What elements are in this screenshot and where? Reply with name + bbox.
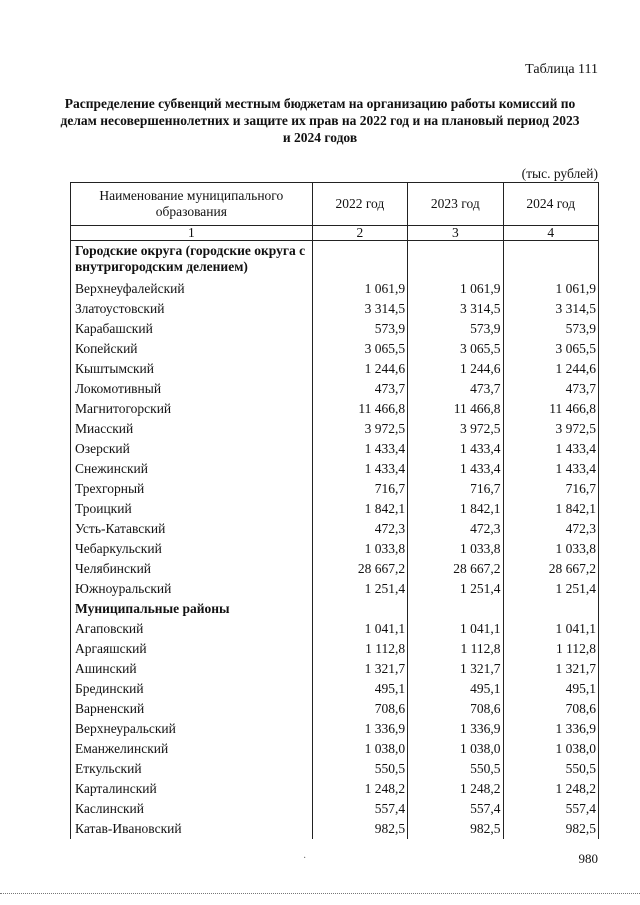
table-row — [71, 479, 599, 499]
subvention-table — [70, 182, 599, 839]
table-header — [71, 183, 599, 241]
value-2024: 1 112,8 — [503, 639, 598, 659]
value-2023: 1 244,6 — [408, 359, 503, 379]
value-2022: 1 251,4 — [312, 579, 407, 599]
value-2023: 1 842,1 — [408, 499, 503, 519]
value-2023: 1 041,1 — [408, 619, 503, 639]
value-2023: 1 321,7 — [408, 659, 503, 679]
header-row — [71, 183, 599, 226]
value-2022: 1 033,8 — [312, 539, 407, 559]
municipality-name: Чебаркульский — [71, 539, 313, 559]
table-row — [71, 659, 599, 679]
value-2024: 1 321,7 — [503, 659, 598, 679]
section-header-row — [71, 599, 599, 619]
value-2022: 1 433,4 — [312, 459, 407, 479]
value-2023: 1 336,9 — [408, 719, 503, 739]
value-2022: 3 972,5 — [312, 419, 407, 439]
table-row — [71, 419, 599, 439]
table-row — [71, 799, 599, 819]
value-2024: 3 314,5 — [503, 299, 598, 319]
value-2024: 3 065,5 — [503, 339, 598, 359]
table-row — [71, 639, 599, 659]
value-2022: 1 433,4 — [312, 439, 407, 459]
column-number: 4 — [503, 226, 598, 241]
table-row — [71, 619, 599, 639]
table-row — [71, 739, 599, 759]
value-2022: 982,5 — [312, 819, 407, 839]
empty-cell — [503, 241, 598, 280]
municipality-name: Верхнеуфалейский — [71, 279, 313, 299]
section-title: Городские округа (городские округа с внутригородским делением) — [71, 241, 313, 280]
value-2024: 1 041,1 — [503, 619, 598, 639]
municipality-name: Локомотивный — [71, 379, 313, 399]
table-row — [71, 519, 599, 539]
value-2023: 1 251,4 — [408, 579, 503, 599]
column-number: 1 — [71, 226, 313, 241]
empty-cell — [408, 599, 503, 619]
page-bottom-edge — [0, 893, 640, 894]
municipality-name: Усть-Катавский — [71, 519, 313, 539]
column-number-row — [71, 226, 599, 241]
empty-cell — [408, 241, 503, 280]
municipality-name: Агаповский — [71, 619, 313, 639]
value-2022: 3 065,5 — [312, 339, 407, 359]
table-row — [71, 559, 599, 579]
municipality-name: Карабашский — [71, 319, 313, 339]
header-municipality: Наименование муниципального образования — [71, 183, 313, 226]
header-2024: 2024 год — [503, 183, 598, 226]
section-title: Муниципальные районы — [71, 599, 313, 619]
value-2023: 1 061,9 — [408, 279, 503, 299]
value-2022: 3 314,5 — [312, 299, 407, 319]
value-2024: 550,5 — [503, 759, 598, 779]
value-2024: 716,7 — [503, 479, 598, 499]
scan-speck: · — [303, 853, 307, 864]
value-2022: 1 244,6 — [312, 359, 407, 379]
value-2023: 557,4 — [408, 799, 503, 819]
value-2024: 1 433,4 — [503, 439, 598, 459]
value-2022: 472,3 — [312, 519, 407, 539]
municipality-name: Южноуральский — [71, 579, 313, 599]
value-2024: 495,1 — [503, 679, 598, 699]
value-2022: 1 061,9 — [312, 279, 407, 299]
municipality-name: Трехгорный — [71, 479, 313, 499]
municipality-name: Карталинский — [71, 779, 313, 799]
value-2022: 473,7 — [312, 379, 407, 399]
value-2024: 28 667,2 — [503, 559, 598, 579]
table-row — [71, 339, 599, 359]
value-2022: 573,9 — [312, 319, 407, 339]
table-row — [71, 359, 599, 379]
value-2023: 3 972,5 — [408, 419, 503, 439]
table-row — [71, 439, 599, 459]
table-row — [71, 699, 599, 719]
value-2024: 1 336,9 — [503, 719, 598, 739]
value-2023: 3 065,5 — [408, 339, 503, 359]
value-2023: 1 112,8 — [408, 639, 503, 659]
municipality-name: Еткульский — [71, 759, 313, 779]
empty-cell — [312, 599, 407, 619]
value-2022: 557,4 — [312, 799, 407, 819]
value-2023: 472,3 — [408, 519, 503, 539]
value-2022: 1 112,8 — [312, 639, 407, 659]
value-2023: 1 433,4 — [408, 439, 503, 459]
table-row — [71, 779, 599, 799]
value-2024: 573,9 — [503, 319, 598, 339]
table-row — [71, 759, 599, 779]
table-row — [71, 379, 599, 399]
section-header-row — [71, 241, 599, 280]
column-number: 3 — [408, 226, 503, 241]
value-2023: 3 314,5 — [408, 299, 503, 319]
table-body — [71, 241, 599, 840]
value-2022: 1 038,0 — [312, 739, 407, 759]
table-row — [71, 499, 599, 519]
municipality-name: Каслинский — [71, 799, 313, 819]
table-number-label: Таблица 111 — [525, 62, 598, 77]
value-2024: 1 033,8 — [503, 539, 598, 559]
value-2023: 716,7 — [408, 479, 503, 499]
value-2024: 1 433,4 — [503, 459, 598, 479]
municipality-name: Миасский — [71, 419, 313, 439]
value-2022: 495,1 — [312, 679, 407, 699]
value-2024: 708,6 — [503, 699, 598, 719]
value-2024: 1 244,6 — [503, 359, 598, 379]
value-2023: 495,1 — [408, 679, 503, 699]
municipality-name: Брединский — [71, 679, 313, 699]
value-2022: 708,6 — [312, 699, 407, 719]
value-2022: 1 321,7 — [312, 659, 407, 679]
table-row — [71, 719, 599, 739]
table-row — [71, 539, 599, 559]
value-2023: 550,5 — [408, 759, 503, 779]
header-2023: 2023 год — [408, 183, 503, 226]
value-2024: 1 251,4 — [503, 579, 598, 599]
value-2024: 1 248,2 — [503, 779, 598, 799]
column-number: 2 — [312, 226, 407, 241]
value-2024: 1 842,1 — [503, 499, 598, 519]
table-row — [71, 679, 599, 699]
value-2023: 473,7 — [408, 379, 503, 399]
value-2024: 11 466,8 — [503, 399, 598, 419]
municipality-name: Кыштымский — [71, 359, 313, 379]
value-2023: 708,6 — [408, 699, 503, 719]
value-2023: 1 033,8 — [408, 539, 503, 559]
value-2024: 1 061,9 — [503, 279, 598, 299]
table-row — [71, 579, 599, 599]
municipality-name: Златоустовский — [71, 299, 313, 319]
value-2023: 1 038,0 — [408, 739, 503, 759]
value-2022: 1 248,2 — [312, 779, 407, 799]
municipality-name: Аргаяшский — [71, 639, 313, 659]
units-label: (тыс. рублей) — [521, 166, 598, 181]
value-2022: 11 466,8 — [312, 399, 407, 419]
municipality-name: Озерский — [71, 439, 313, 459]
value-2022: 1 842,1 — [312, 499, 407, 519]
document-title: Распределение субвенций местным бюджетам на организацию работы комиссий по делам несовершеннолетних и защите их прав на 2022 год и на плановый период 2023 и 2024 годов — [60, 96, 580, 145]
value-2022: 28 667,2 — [312, 559, 407, 579]
value-2024: 557,4 — [503, 799, 598, 819]
municipality-name: Ашинский — [71, 659, 313, 679]
page-number: 980 — [578, 851, 598, 866]
value-2024: 3 972,5 — [503, 419, 598, 439]
value-2024: 982,5 — [503, 819, 598, 839]
municipality-name: Еманжелинский — [71, 739, 313, 759]
value-2024: 473,7 — [503, 379, 598, 399]
table-row — [71, 279, 599, 299]
municipality-name: Снежинский — [71, 459, 313, 479]
municipality-name: Катав-Ивановский — [71, 819, 313, 839]
value-2022: 1 336,9 — [312, 719, 407, 739]
table-row — [71, 819, 599, 839]
table-row — [71, 399, 599, 419]
value-2023: 28 667,2 — [408, 559, 503, 579]
municipality-name: Троицкий — [71, 499, 313, 519]
empty-cell — [312, 241, 407, 280]
value-2022: 550,5 — [312, 759, 407, 779]
value-2022: 1 041,1 — [312, 619, 407, 639]
municipality-name: Копейский — [71, 339, 313, 359]
table-row — [71, 459, 599, 479]
value-2023: 11 466,8 — [408, 399, 503, 419]
empty-cell — [503, 599, 598, 619]
municipality-name: Верхнеуральский — [71, 719, 313, 739]
value-2023: 1 433,4 — [408, 459, 503, 479]
value-2024: 1 038,0 — [503, 739, 598, 759]
value-2022: 716,7 — [312, 479, 407, 499]
municipality-name: Варненский — [71, 699, 313, 719]
table-row — [71, 299, 599, 319]
header-2022: 2022 год — [312, 183, 407, 226]
table-row — [71, 319, 599, 339]
value-2023: 573,9 — [408, 319, 503, 339]
value-2023: 1 248,2 — [408, 779, 503, 799]
municipality-name: Магнитогорский — [71, 399, 313, 419]
value-2023: 982,5 — [408, 819, 503, 839]
value-2024: 472,3 — [503, 519, 598, 539]
municipality-name: Челябинский — [71, 559, 313, 579]
